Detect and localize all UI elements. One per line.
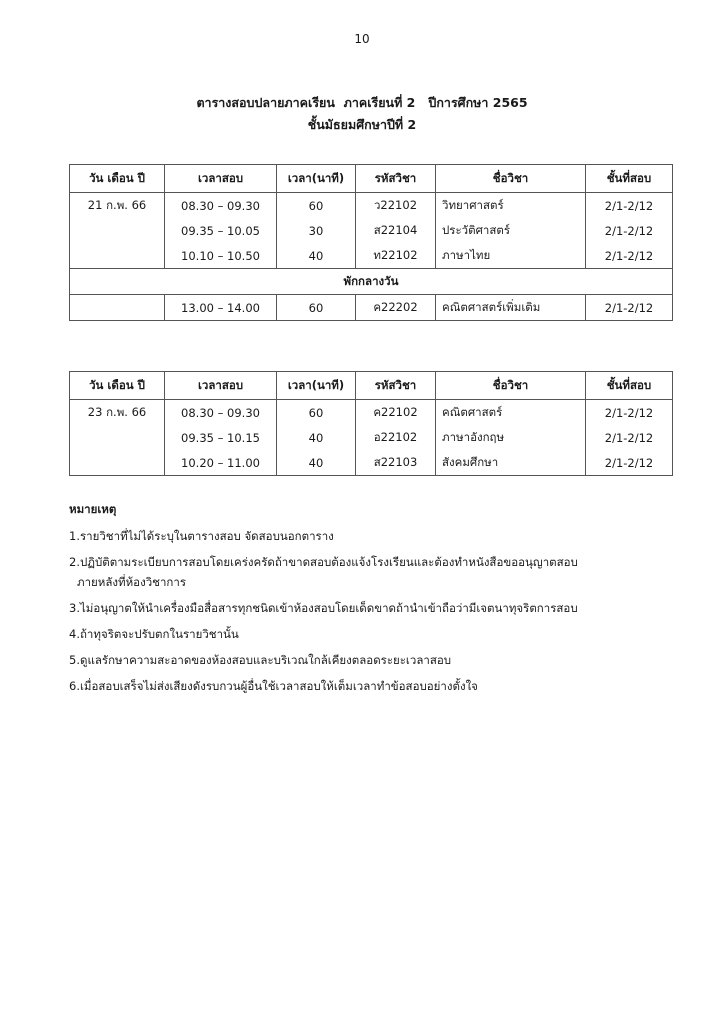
- exam-class: 2/1-2/12: [586, 193, 673, 219]
- empty-cell: [70, 218, 165, 243]
- exam-time: 10.10 – 10.50: [165, 243, 277, 269]
- subject-name: วิทยาศาสตร์: [436, 193, 586, 219]
- header-minutes: เวลา(นาที): [277, 165, 356, 193]
- header-code: รหัสวิชา: [356, 372, 436, 400]
- subject-code: ว22102: [356, 193, 436, 219]
- note-item-2: [69, 552, 669, 592]
- table-row: [70, 400, 673, 426]
- exam-time: 08.30 – 09.30: [165, 193, 277, 219]
- header-class: ชั้นที่สอบ: [586, 372, 673, 400]
- header-subject: ชื่อวิชา: [436, 372, 586, 400]
- exam-class: 2/1-2/12: [586, 243, 673, 269]
- subject-name: สังคมศึกษา: [436, 450, 586, 476]
- note-item-2-line-2: ภายหลังที่ห้องวิชาการ: [77, 575, 187, 589]
- exam-date: 21 ก.พ. 66: [70, 193, 165, 219]
- note-item-4: 4.ถ้าทุจริตจะปรับตกในรายวิชานั้น: [69, 627, 239, 641]
- empty-cell: [70, 295, 165, 321]
- header-class: ชั้นที่สอบ: [586, 165, 673, 193]
- notes-section: [69, 501, 669, 702]
- table-row: [70, 243, 673, 269]
- exam-schedule-table-2: [69, 371, 673, 476]
- exam-time: 10.20 – 11.00: [165, 450, 277, 476]
- subject-code: อ22102: [356, 425, 436, 450]
- lunch-break-row: [70, 269, 673, 295]
- table-row: [70, 295, 673, 321]
- exam-time: 13.00 – 14.00: [165, 295, 277, 321]
- subject-name: ภาษาไทย: [436, 243, 586, 269]
- exam-minutes: 60: [277, 400, 356, 426]
- exam-time: 08.30 – 09.30: [165, 400, 277, 426]
- header-subject: ชื่อวิชา: [436, 165, 586, 193]
- header-minutes: เวลา(นาที): [277, 372, 356, 400]
- note-item-6: 6.เมื่อสอบเสร็จไม่ส่งเสียงดังรบกวนผู้อื่นใช้เวลาสอบให้เต็มเวลาทำข้อสอบอย่างตั้งใจ: [69, 679, 478, 693]
- subject-code: ส22103: [356, 450, 436, 476]
- header-code: รหัสวิชา: [356, 165, 436, 193]
- subject-code: ท22102: [356, 243, 436, 269]
- subject-code: ค22202: [356, 295, 436, 321]
- header-date: วัน เดือน ปี: [70, 372, 165, 400]
- exam-minutes: 40: [277, 425, 356, 450]
- empty-cell: [70, 450, 165, 476]
- table-row: [70, 425, 673, 450]
- note-item-2-line-1: 2.ปฏิบัติตามระเบียบการสอบโดยเคร่งครัดถ้าขาดสอบต้องแจ้งโรงเรียนและต้องทำหนังสือขออนุญาตสอบ: [69, 555, 578, 569]
- exam-minutes: 40: [277, 450, 356, 476]
- exam-class: 2/1-2/12: [586, 400, 673, 426]
- subject-name: คณิตศาสตร์: [436, 400, 586, 426]
- table-header-row: [70, 372, 673, 400]
- exam-class: 2/1-2/12: [586, 425, 673, 450]
- document-title: [0, 92, 724, 136]
- subject-name: คณิตศาสตร์เพิ่มเติม: [436, 295, 586, 321]
- note-item-3: 3.ไม่อนุญาตให้นำเครื่องมือสื่อสารทุกชนิดเข้าห้องสอบโดยเด็ดขาดถ้านำเข้าถือว่ามีเจตนาทุจริตการสอบ: [69, 601, 578, 615]
- table-header-row: [70, 165, 673, 193]
- subject-code: ส22104: [356, 218, 436, 243]
- table-row: [70, 218, 673, 243]
- empty-cell: [70, 243, 165, 269]
- empty-cell: [70, 425, 165, 450]
- exam-class: 2/1-2/12: [586, 450, 673, 476]
- exam-class: 2/1-2/12: [586, 218, 673, 243]
- exam-minutes: 60: [277, 193, 356, 219]
- exam-class: 2/1-2/12: [586, 295, 673, 321]
- table-row: [70, 193, 673, 219]
- notes-heading: หมายเหตุ: [69, 502, 117, 516]
- note-item-1: 1.รายวิชาที่ไม่ได้ระบุในตารางสอบ จัดสอบนอกตาราง: [69, 529, 334, 543]
- lunch-break-label: พักกลางวัน: [70, 269, 673, 295]
- exam-time: 09.35 – 10.15: [165, 425, 277, 450]
- page-number: 10: [354, 32, 370, 46]
- exam-schedule-table-1: [69, 164, 673, 321]
- header-time: เวลาสอบ: [165, 372, 277, 400]
- title-line-2: ชั้นมัธยมศึกษาปีที่ 2: [307, 117, 417, 132]
- table-row: [70, 450, 673, 476]
- subject-name: ภาษาอังกฤษ: [436, 425, 586, 450]
- title-line-1: ตารางสอบปลายภาคเรียน ภาคเรียนที่ 2 ปีการศึกษา 2565: [196, 95, 528, 110]
- subject-name: ประวัติศาสตร์: [436, 218, 586, 243]
- subject-code: ค22102: [356, 400, 436, 426]
- header-date: วัน เดือน ปี: [70, 165, 165, 193]
- note-item-5: 5.ดูแลรักษาความสะอาดของห้องสอบและบริเวณใกล้เคียงตลอดระยะเวลาสอบ: [69, 653, 452, 667]
- exam-minutes: 30: [277, 218, 356, 243]
- exam-minutes: 60: [277, 295, 356, 321]
- exam-minutes: 40: [277, 243, 356, 269]
- exam-date: 23 ก.พ. 66: [70, 400, 165, 426]
- exam-time: 09.35 – 10.05: [165, 218, 277, 243]
- header-time: เวลาสอบ: [165, 165, 277, 193]
